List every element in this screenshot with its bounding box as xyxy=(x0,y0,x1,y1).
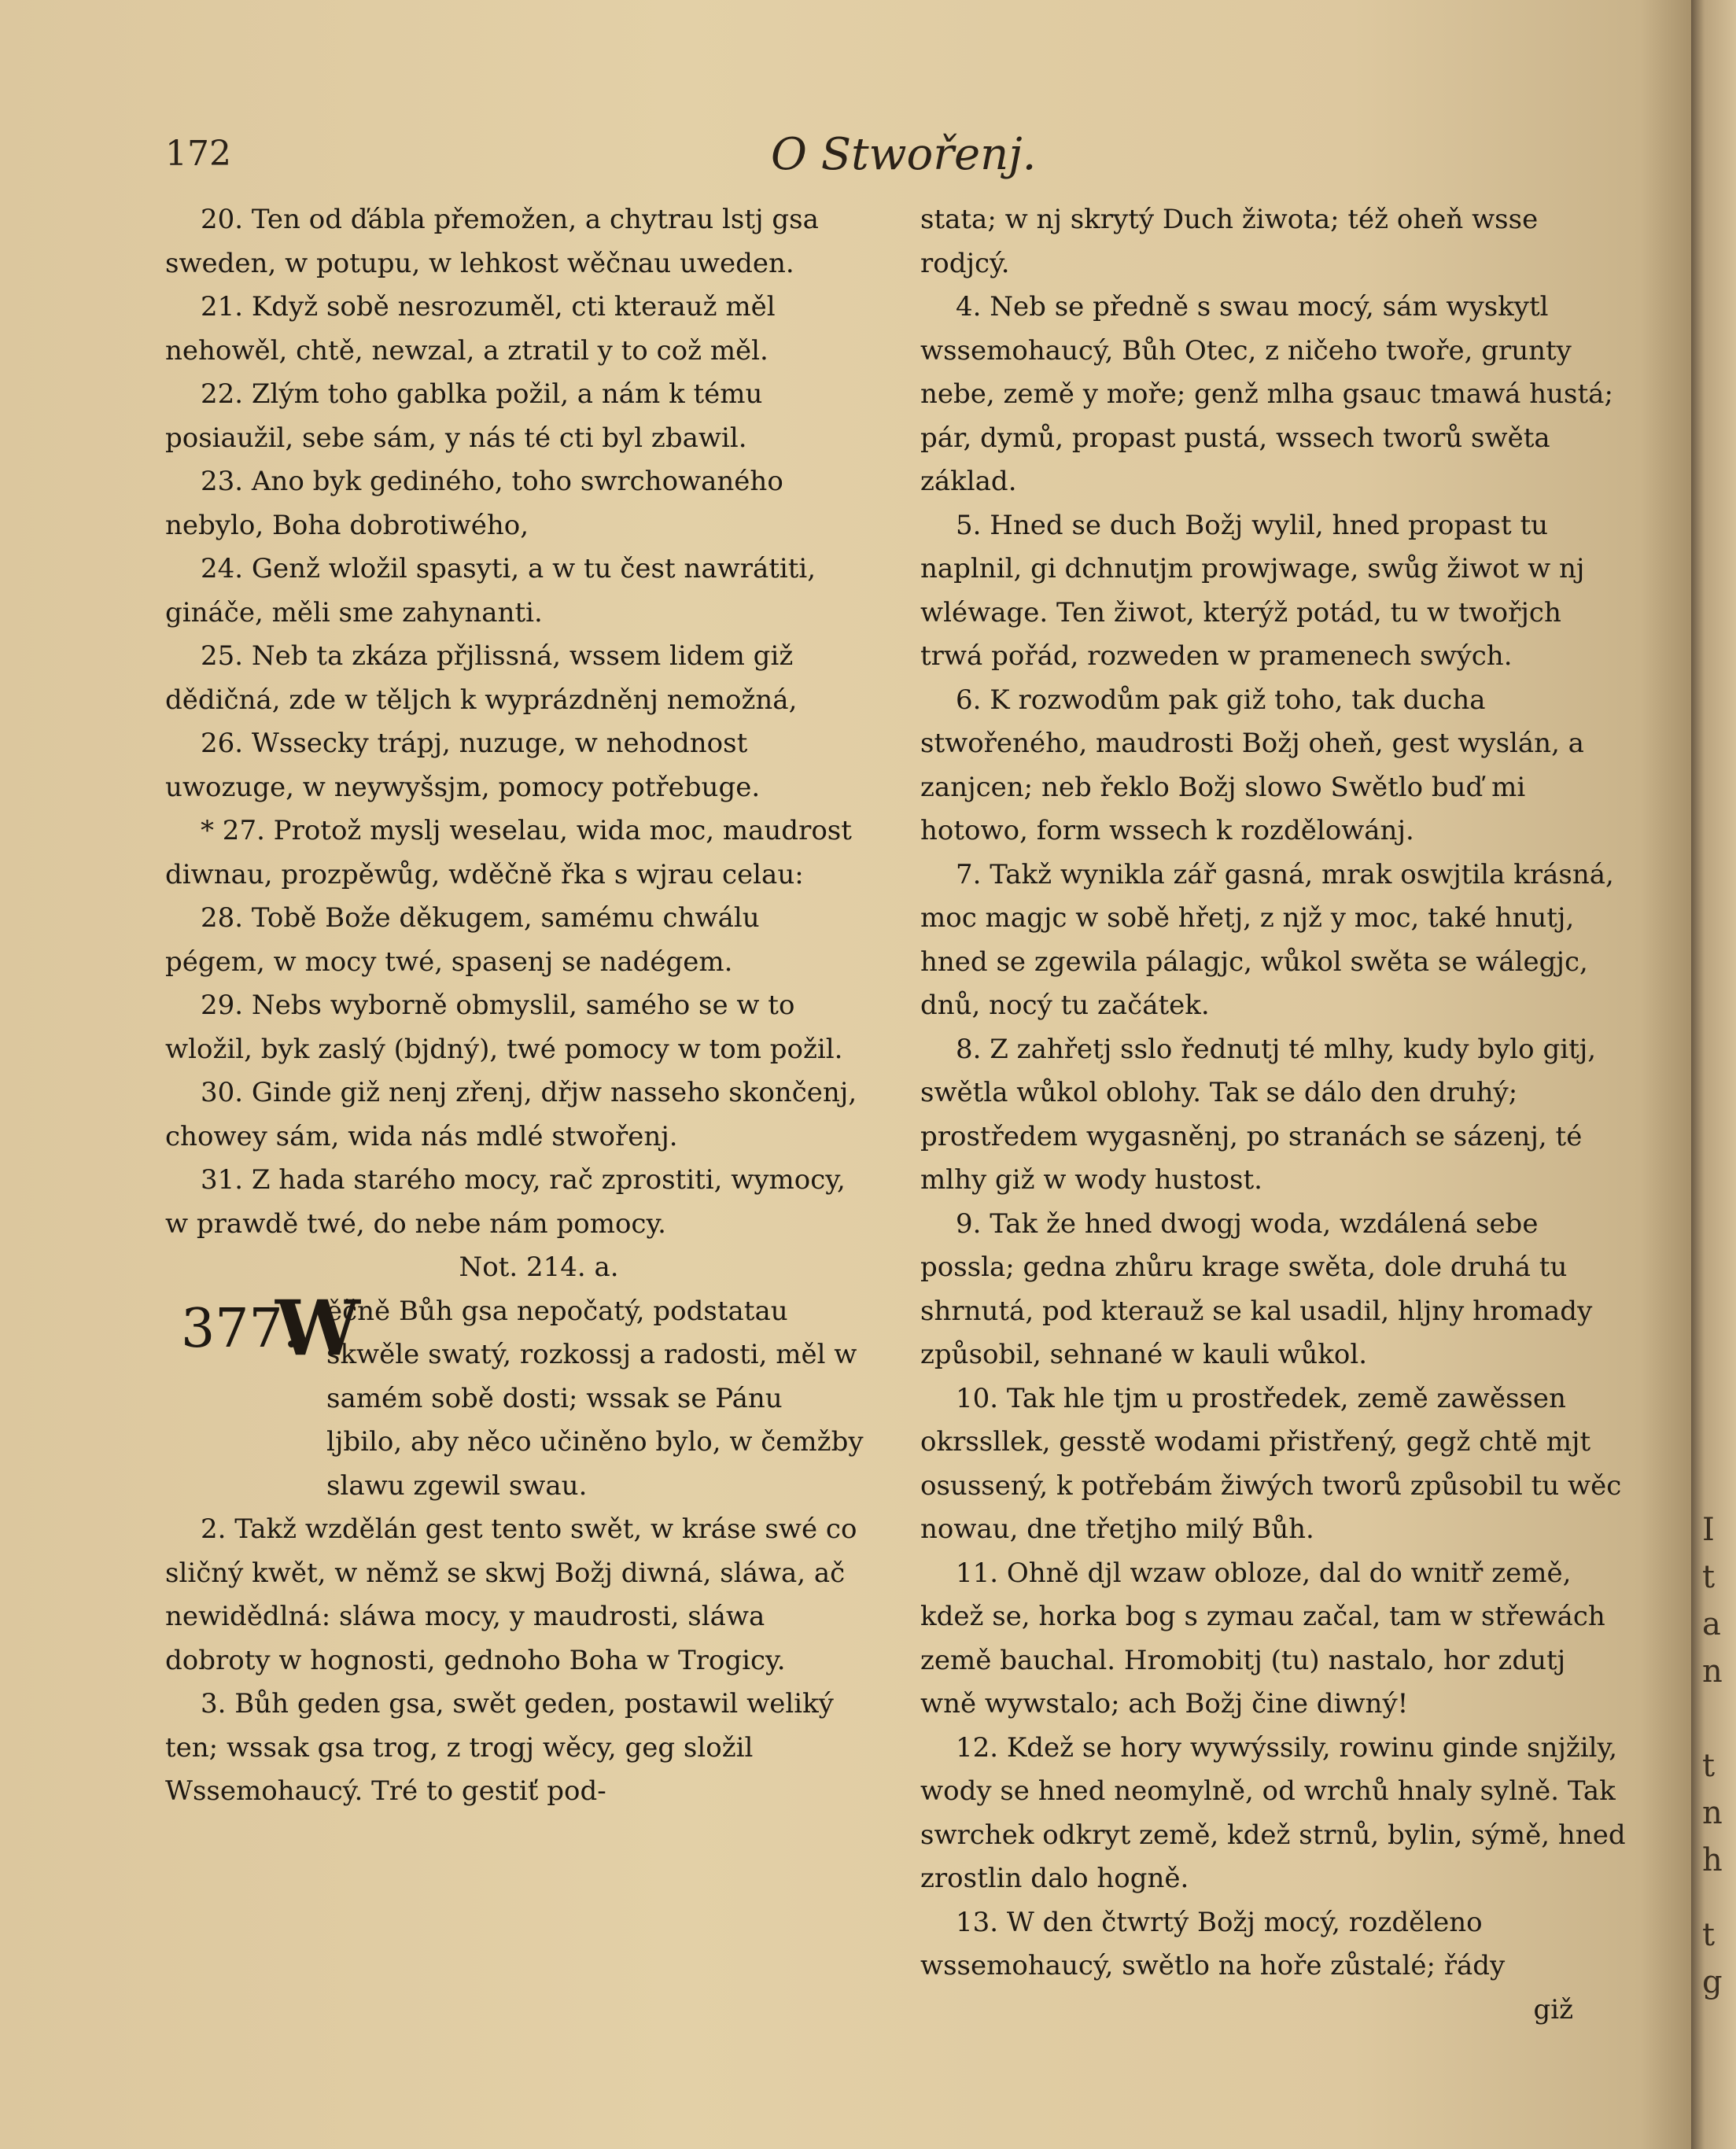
left-column xyxy=(165,198,865,1814)
verse-25: 25. Neb ta zkáza přjlissná, wssem lidem giž dědičná, zde w těljch k wyprázdněnj nemožná, xyxy=(165,640,798,716)
hymn-377-opening xyxy=(165,1283,865,1509)
edge-letter: g xyxy=(1702,1964,1723,2000)
stanza-8: 8. Z zahřetj sslo řednutj té mlhy, kudy bylo gitj, swětla wůkol oblohy. Tak se dálo den druhý; prostředem wygasněnj, po stranách se sázenj, té mlhy giž w wody hustost. xyxy=(920,1033,1597,1196)
verse-26: 26. Wssecky trápj, nuzuge, w nehodnost uwozuge, w neywyšsjm, pomocy potřebuge. xyxy=(165,728,761,803)
page-header xyxy=(165,129,1628,189)
stanza-6: 6. K rozwodům pak giž toho, tak ducha stwořeného, maudrosti Božj oheň, gest wyslán, a zanjcen; neb řeklo Božj slowo Swětlo buď mi hotowo, form wssech k rozdělowánj. xyxy=(920,684,1584,846)
verse-21: 21. Když sobě nesrozuměl, cti kterauž měl nehowěl, chtě, newzal, a ztratil y to což měl. xyxy=(165,291,776,367)
edge-letter: n xyxy=(1702,1795,1723,1831)
verse-22: 22. Zlým toho gablka požil, a nám k tému posiaužil, sebe sám, y nás té cti byl zbawil. xyxy=(165,378,763,454)
stanza-10: 10. Tak hle tjm u prostředek, země zawěssen okrssllek, gesstě wodami přistřený, gegž chtě mjt osussený, k potřebám žiwých tworů způsobil tu wěc nowau, dne třetjho milý Bůh. xyxy=(920,1382,1622,1545)
next-page-edge xyxy=(1691,0,1736,2149)
stanza-7: 7. Takž wynikla zář gasná, mrak oswjtila krásná, moc magjc w sobě hřetj, z njž y moc, také hnutj, hned se zgewila pálagjc, wůkol swěta se wálegjc, dnů, nocý tu začátek. xyxy=(920,858,1614,1021)
stanza-5: 5. Hned se duch Božj wylil, hned propast tu naplnil, gi dchnutjm prowjwage, swůg žiwot w nj wléwage. Ten žiwot, kterýž potád, tu w twořjch trwá pořád, rozweden w pramenech swých. xyxy=(920,509,1585,672)
stanza-12: 12. Kdež se hory wywýssily, rowinu ginde snjžily, wody se hned neomylně, od wrchů hnaly sylně. Tak swrchek odkryt země, kdež strnů, bylin, sýmě, hned zrostlin dalo hogně. xyxy=(920,1731,1626,1894)
verse-24: 24. Genž wložil spasyti, a w tu čest nawrátiti, gináče, měli sme zahynanti. xyxy=(165,553,816,628)
verse-27: * 27. Protož myslj weselau, wida moc, maudrost diwnau, prozpěwůg, wděčně řka s wjrau celau: xyxy=(165,815,852,890)
running-title: O Stwořenj. xyxy=(771,129,1037,180)
stanza-13: 13. W den čtwrtý Božj mocý, rozděleno wssemohaucý, swětlo na hoře zůstalé; řády xyxy=(920,1906,1506,1981)
stanza-11: 11. Ohně djl wzaw obloze, dal do wnitř země, kdež se, horka bog s zymau začal, tam w střewách země bauchal. Hromobitj (tu) nastalo, hor zdutj wně wywstalo; ach Božj čine diwný! xyxy=(920,1557,1605,1720)
hymn-first-stanza: ěčně Bůh gsa nepočatý, podstatau skwěle swatý, rozkossj a radosti, měl w samém sobě dosti; wssak se Pánu ljbilo, aby něco učiněno bylo, w čemžby slawu zgewil swau. xyxy=(326,1295,864,1502)
edge-letter: t xyxy=(1702,1917,1716,1953)
edge-letter: t xyxy=(1702,1748,1716,1784)
edge-letter: I xyxy=(1702,1512,1715,1548)
verse-31: 31. Z hada starého mocy, rač zprostiti, wymocy, w prawdě twé, do nebe nám pomocy. xyxy=(165,1164,846,1240)
right-column xyxy=(920,198,1628,2032)
verse-20: 20. Ten od ďábla přemožen, a chytrau lstj gsa sweden, w potupu, w lehkost wěčnau uweden. xyxy=(165,204,819,279)
melody-note: Not. 214. a. xyxy=(459,1251,619,1283)
stanza-3: 3. Bůh geden gsa, swět geden, postawil weliký ten; wssak gsa trog, z trogj wěcy, geg složil Wssemohaucý. Tré to gestiť pod- xyxy=(165,1688,834,1807)
verse-30: 30. Ginde giž nenj zřenj, dřjw nasseho skončenj, chowey sám, wida nás mdlé stwořenj. xyxy=(165,1077,857,1152)
hymn-number: 377. xyxy=(181,1297,300,1360)
stanza-4: 4. Neb se předně s swau mocý, sám wyskytl wssemohaucý, Bůh Otec, z ničeho twoře, grunty nebe, země y moře; genž mlha gsauc tmawá hustá; pár, dymů, propast pustá, wssech tworů swěta základ. xyxy=(920,291,1613,497)
drop-cap-initial: W xyxy=(275,1283,360,1373)
edge-letter: a xyxy=(1702,1606,1721,1642)
edge-letter: h xyxy=(1702,1842,1723,1878)
stanza-2: 2. Takž wzdělán gest tento swět, w kráse swé co sličný kwět, w němž se skwj Božj diwná, sláwa, ač newidědlná: sláwa mocy, y maudrosti, sláwa dobroty w hognosti, gednoho Boha w Trogicy. xyxy=(165,1513,857,1676)
edge-letter: t xyxy=(1702,1559,1716,1595)
stanza-9: 9. Tak že hned dwogj woda, wzdálená sebe possla; gedna zhůru krage swěta, dole druhá tu shrnutá, pod kterauž se kal usadil, hljny hromady způsobil, sehnané w kauli wůkol. xyxy=(920,1207,1593,1370)
verse-29: 29. Nebs wyborně obmyslil, samého se w to wložil, byk zaslý (bjdný), twé pomocy w tom požil. xyxy=(165,990,843,1065)
verse-28: 28. Tobě Bože děkugem, samému chwálu pégem, w mocy twé, spasenj se nadégem. xyxy=(165,902,760,978)
catchword: giž xyxy=(1533,1993,1573,2026)
verse-23: 23. Ano byk gediného, toho swrchowaného nebylo, Boha dobrotiwého, xyxy=(165,466,783,541)
stanza-3-continued: stata; w nj skrytý Duch žiwota; též oheň wsse rodjcý. xyxy=(920,204,1539,279)
page-number: 172 xyxy=(165,134,231,174)
edge-letter: n xyxy=(1702,1653,1723,1690)
